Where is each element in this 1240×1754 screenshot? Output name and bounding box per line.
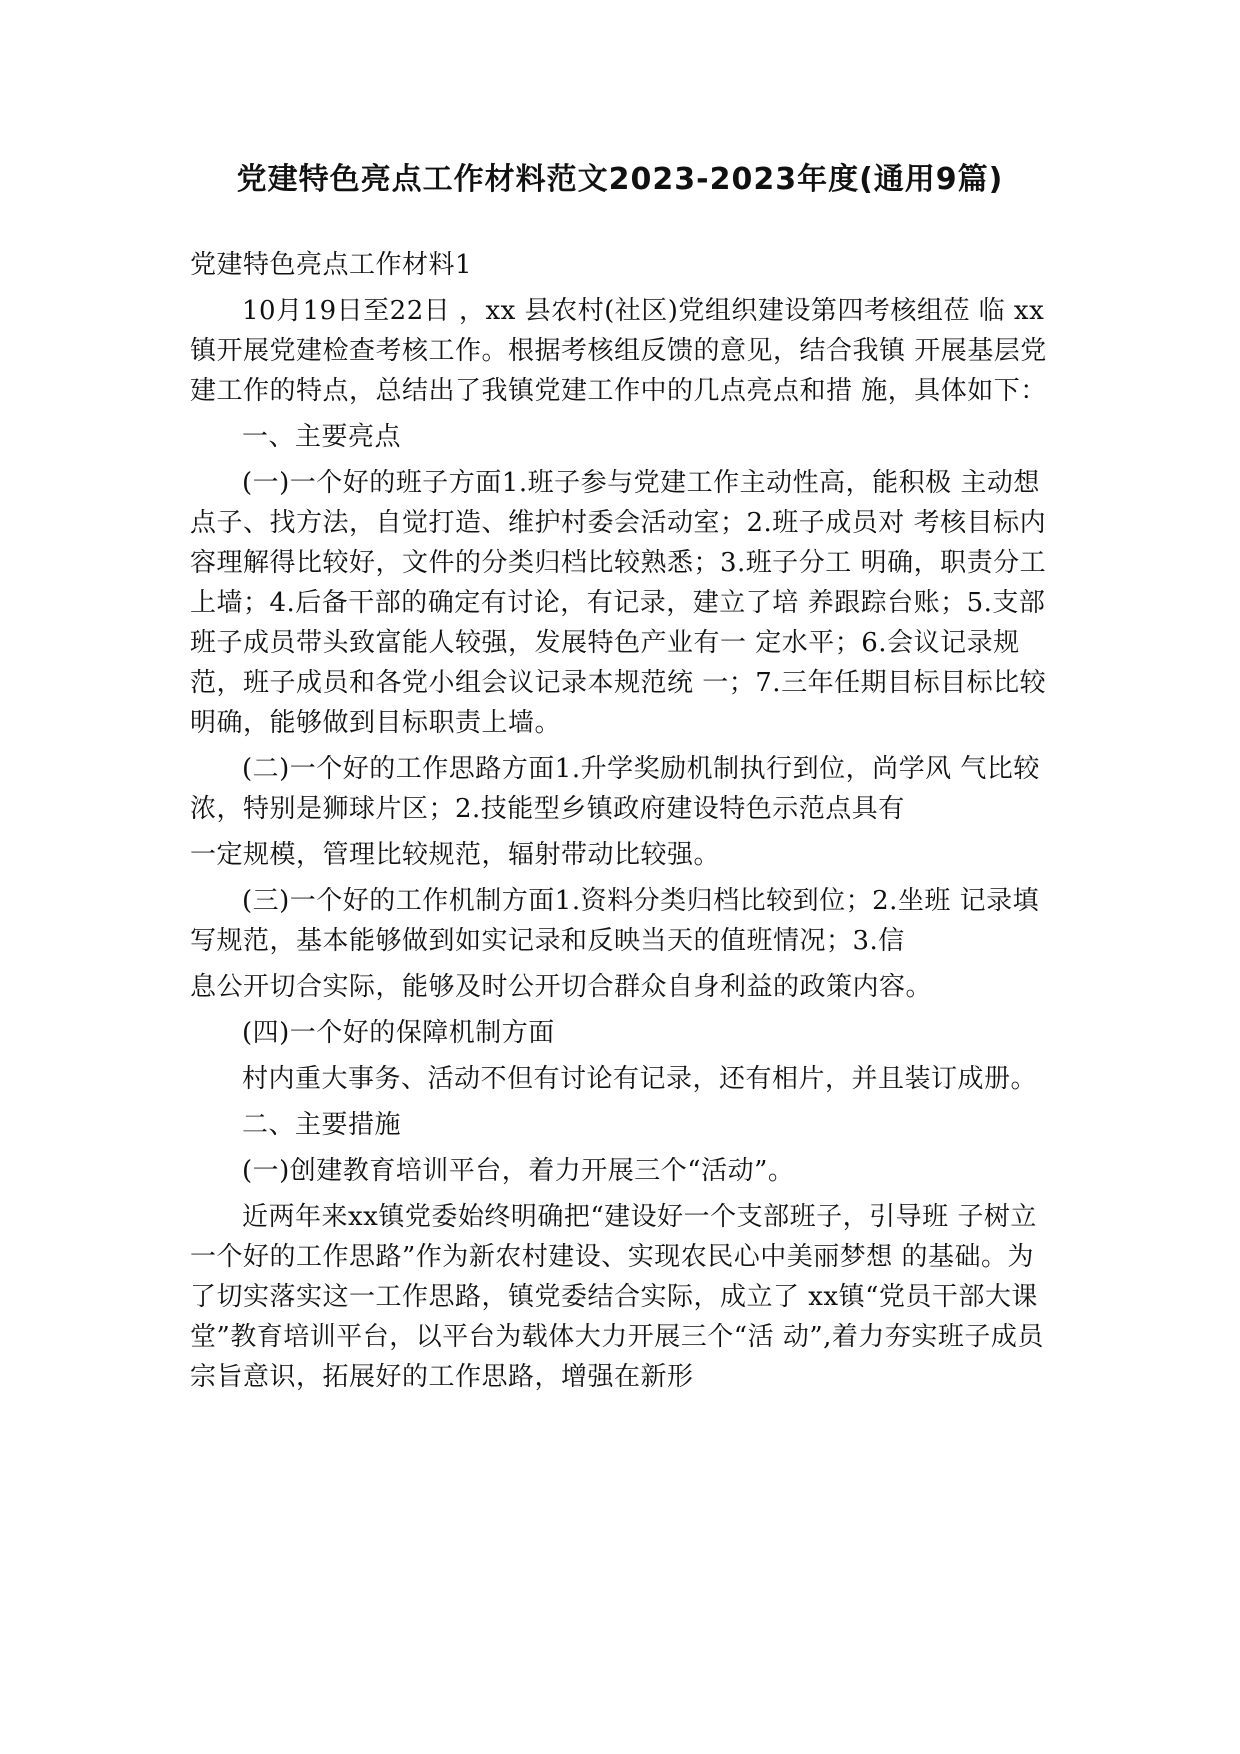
paragraph-support-mechanism: 村内重大事务、活动不但有讨论有记录，还有相片，并且装订成册。 bbox=[242, 1064, 1038, 1094]
paragraph-work-mechanism: (三)一个好的工作机制方面1.资料分类归档比较到位；2.坐班 记录填写规范，基本能够做到如实记录和反映当天的值班情况；3.信 bbox=[190, 886, 1040, 956]
paragraph-work-approach-continued: 一定规模，管理比较规范，辐射带动比较强。 bbox=[190, 840, 721, 870]
heading-training-platform: (一)创建教育培训平台，着力开展三个“活动”。 bbox=[242, 1156, 795, 1186]
paragraph-work-mechanism-continued: 息公开切合实际，能够及时公开切合群众自身利益的政策内容。 bbox=[190, 972, 933, 1002]
paragraph-leadership-team: (一)一个好的班子方面1.班子参与党建工作主动性高，能积极 主动想点子、找方法，自觉打造、维护村委会活动室；2.班子成员对 考核目标内容理解得比较好，文件的分类归档比较熟悉；3.班子分工 明确，职责分工上墙；4.后备干部的确定有讨论，有记录，建立了培 养跟踪台账；5.支部班子成员带头致富能人较强，发展特色产业有一 定水平；6.会议记录规范，班子成员和各党小组会议记录本规范统 一；7.三年任期目标目标比较明确，能够做到目标职责上墙。 bbox=[190, 468, 1047, 738]
paragraph-training-platform: 近两年来xx镇党委始终明确把“建设好一个支部班子，引导班 子树立一个好的工作思路”作为新农村建设、实现农民心中美丽梦想 的基础。为了切实落实这一工作思路，镇党委结合实际，成立了 xx镇“党员干部大课堂”教育培训平台，以平台为载体大力开展三个“活 动”,着力夯实班子成员宗旨意识，拓展好的工作思路，增强在新形 bbox=[190, 1202, 1044, 1392]
paragraph-intro: 10月19日至22日 ，xx 县农村(社区)党组织建设第四考核组莅 临 xx 镇开展党建检查考核工作。根据考核组反馈的意见，结合我镇 开展基层党建工作的特点，总结出了我镇党建工作中的几点亮点和措 施，具体如下： bbox=[190, 296, 1047, 406]
heading-main-measures: 二、主要措施 bbox=[242, 1110, 402, 1140]
heading-support-mechanism: (四)一个好的保障机制方面 bbox=[242, 1018, 555, 1048]
document-title: 党建特色亮点工作材料范文2023-2023年度(通用9篇) bbox=[236, 162, 1004, 197]
section-heading: 党建特色亮点工作材料1 bbox=[190, 250, 473, 280]
paragraph-work-approach: (二)一个好的工作思路方面1.升学奖励机制执行到位，尚学风 气比较浓，特别是狮球片区；2.技能型乡镇政府建设特色示范点具有 bbox=[190, 754, 1040, 824]
document-body bbox=[190, 245, 1050, 1403]
heading-main-highlights: 一、主要亮点 bbox=[242, 422, 402, 452]
